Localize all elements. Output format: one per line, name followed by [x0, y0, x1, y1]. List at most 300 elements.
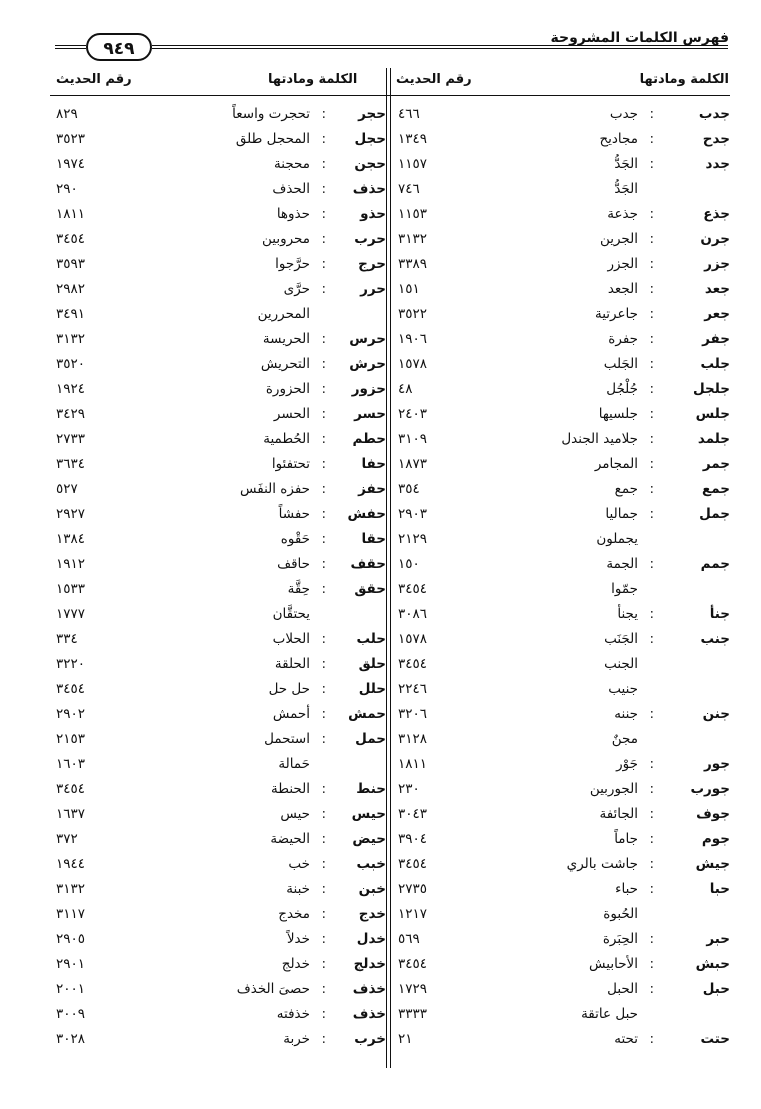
- index-word: حصىَ الخذف: [236, 981, 310, 997]
- root-word: جنن: [702, 706, 730, 722]
- left-word-header: الكلمة ومادتها: [268, 72, 358, 87]
- hadith-number: ٣١٠٩: [398, 431, 428, 447]
- index-word: الجَلب: [603, 356, 638, 372]
- root-word: حرس: [349, 331, 386, 347]
- index-row: [50, 831, 386, 856]
- separator-colon: :: [649, 381, 654, 397]
- index-row: [390, 856, 730, 881]
- root-word: جمع: [701, 481, 730, 497]
- index-word: جذعة: [607, 206, 638, 222]
- separator-colon: :: [649, 781, 654, 797]
- index-word: محروبين: [261, 231, 310, 247]
- index-row: [390, 831, 730, 856]
- root-word: حذو: [360, 206, 386, 222]
- root-word: حجل: [354, 131, 386, 147]
- root-word: حبا: [709, 881, 730, 897]
- index-row: [390, 331, 730, 356]
- root-word: جلجل: [692, 381, 730, 397]
- index-row: [50, 931, 386, 956]
- separator-colon: :: [321, 556, 326, 572]
- root-word: جوف: [696, 806, 730, 822]
- separator-colon: :: [321, 231, 326, 247]
- separator-colon: :: [321, 706, 326, 722]
- index-word: مجاديح: [599, 131, 638, 147]
- root-word: جورب: [690, 781, 730, 797]
- index-row: [390, 981, 730, 1006]
- index-word: جننه: [614, 706, 638, 722]
- index-row: [50, 331, 386, 356]
- hadith-number: ١٩٠٦: [398, 331, 428, 347]
- index-row: [390, 681, 730, 706]
- separator-colon: :: [649, 206, 654, 222]
- hadith-number: ٣١٣٢: [56, 331, 86, 347]
- index-row: [390, 906, 730, 931]
- separator-colon: :: [649, 981, 654, 997]
- hadith-number: ٢١٥٣: [56, 731, 86, 747]
- separator-colon: :: [649, 481, 654, 497]
- separator-colon: :: [321, 881, 326, 897]
- separator-colon: :: [649, 131, 654, 147]
- root-word: حقف: [350, 556, 386, 572]
- hadith-number: ١٧٧٧: [56, 606, 86, 622]
- separator-colon: :: [321, 856, 326, 872]
- root-word: جعر: [704, 306, 730, 322]
- index-word: جماليا: [605, 506, 638, 522]
- hadith-number: ١١٥٣: [398, 206, 428, 222]
- hadith-number: ٣١٢٨: [398, 731, 428, 747]
- index-word: حِقَّة: [287, 581, 310, 597]
- separator-colon: :: [649, 931, 654, 947]
- root-word: حفز: [358, 481, 386, 497]
- index-word: حباء: [615, 881, 638, 897]
- index-word: تحجرت واسعاً: [232, 106, 310, 122]
- index-word: حَمالة: [278, 756, 310, 772]
- separator-colon: :: [321, 381, 326, 397]
- root-word: خبب: [356, 856, 386, 872]
- root-word: حمل: [355, 731, 386, 747]
- hadith-number: ١٥٣٣: [56, 581, 86, 597]
- root-word: جعد: [704, 281, 730, 297]
- index-row: [50, 156, 386, 181]
- index-row: [390, 131, 730, 156]
- separator-colon: :: [321, 456, 326, 472]
- index-row: [50, 756, 386, 781]
- index-word: تحته: [614, 1031, 638, 1047]
- hadith-number: ٢٧٣٣: [56, 431, 86, 447]
- root-word: خبن: [358, 881, 386, 897]
- root-word: حيض: [352, 831, 386, 847]
- root-word: حقق: [354, 581, 386, 597]
- index-row: [50, 581, 386, 606]
- separator-colon: :: [321, 906, 326, 922]
- index-word: الجرين: [599, 231, 638, 247]
- index-word: حاقف: [277, 556, 310, 572]
- index-word: حرَّى: [283, 281, 310, 297]
- index-row: [390, 306, 730, 331]
- index-row: [390, 506, 730, 531]
- hadith-number: ٣٤٥٤: [398, 956, 428, 972]
- index-row: [390, 206, 730, 231]
- index-row: [50, 556, 386, 581]
- index-row: [390, 256, 730, 281]
- root-word: حلب: [356, 631, 386, 647]
- index-word: حذوها: [276, 206, 310, 222]
- separator-colon: :: [321, 281, 326, 297]
- hadith-number: ٢٩٠: [56, 181, 78, 197]
- hadith-number: ١٥١: [398, 281, 420, 297]
- index-word: الحبل: [607, 981, 638, 997]
- index-row: [50, 181, 386, 206]
- index-row: [50, 281, 386, 306]
- index-word: الحِبَرة: [602, 931, 638, 947]
- root-word: حسر: [354, 406, 386, 422]
- separator-colon: :: [649, 831, 654, 847]
- hadith-number: ٢١٢٩: [398, 531, 428, 547]
- right-num-header: رقم الحديث: [396, 72, 472, 87]
- root-word: حبر: [706, 931, 730, 947]
- index-row: [50, 706, 386, 731]
- index-word: يحتقَّان: [272, 606, 310, 622]
- hadith-number: ٣١٣٢: [398, 231, 428, 247]
- root-word: جمم: [700, 556, 730, 572]
- hadith-number: ٢٢٤٦: [398, 681, 428, 697]
- hadith-number: ٤٨: [398, 381, 413, 397]
- root-word: جلس: [695, 406, 730, 422]
- separator-colon: :: [649, 756, 654, 772]
- index-row: [50, 306, 386, 331]
- index-word: حَقْوه: [280, 531, 310, 547]
- separator-colon: :: [649, 631, 654, 647]
- hadith-number: ١٩٤٤: [56, 856, 86, 872]
- index-word: حبل عاتقة: [581, 1006, 638, 1022]
- index-row: [390, 281, 730, 306]
- hadith-number: ٢٣٠: [398, 781, 420, 797]
- separator-colon: :: [649, 456, 654, 472]
- hadith-number: ٣٣٣٣: [398, 1006, 428, 1022]
- hadith-number: ١٨١١: [398, 756, 428, 772]
- separator-colon: :: [321, 131, 326, 147]
- index-word: حرَّجوا: [275, 256, 310, 272]
- index-row: [50, 106, 386, 131]
- index-row: [390, 956, 730, 981]
- index-word: المحررين: [257, 306, 310, 322]
- index-row: [390, 231, 730, 256]
- right-word-header: الكلمة ومادتها: [639, 72, 729, 87]
- hadith-number: ٣٤٢٩: [56, 406, 86, 422]
- separator-colon: :: [321, 956, 326, 972]
- root-word: حنط: [356, 781, 386, 797]
- separator-colon: :: [321, 656, 326, 672]
- index-row: [50, 881, 386, 906]
- root-word: حفش: [347, 506, 386, 522]
- root-word: جمل: [699, 506, 730, 522]
- separator-colon: :: [649, 306, 654, 322]
- index-row: [390, 1006, 730, 1031]
- separator-colon: :: [649, 331, 654, 347]
- hadith-number: ٣٣٨٩: [398, 256, 428, 272]
- index-row: [50, 356, 386, 381]
- hadith-number: ٢٩٠٣: [398, 506, 428, 522]
- root-word: جلب: [700, 356, 730, 372]
- hadith-number: ١٣٤٩: [398, 131, 428, 147]
- column-divider: [386, 68, 387, 1068]
- root-word: جلمد: [697, 431, 730, 447]
- root-word: جفر: [702, 331, 730, 347]
- separator-colon: :: [321, 181, 326, 197]
- separator-colon: :: [649, 281, 654, 297]
- hadith-number: ٣٥٢٠: [56, 356, 86, 372]
- index-row: [390, 481, 730, 506]
- hadith-number: ٣٧٢: [56, 831, 78, 847]
- separator-colon: :: [321, 406, 326, 422]
- index-word: الجمة: [606, 556, 638, 572]
- index-word: الجوربين: [589, 781, 638, 797]
- separator-colon: :: [649, 431, 654, 447]
- root-word: جرن: [700, 231, 730, 247]
- separator-colon: :: [321, 1006, 326, 1022]
- index-word: الحذف: [272, 181, 310, 197]
- index-word: جفرة: [608, 331, 638, 347]
- separator-colon: :: [321, 356, 326, 372]
- hadith-number: ٢٧٣٥: [398, 881, 428, 897]
- index-word: الجائفة: [599, 806, 638, 822]
- index-word: خربة: [283, 1031, 310, 1047]
- index-word: الحسر: [273, 406, 310, 422]
- index-word: جمّوا: [611, 581, 638, 597]
- index-word: حيس: [280, 806, 310, 822]
- index-row: [50, 431, 386, 456]
- header-rule-left: [55, 45, 86, 49]
- root-word: حلل: [358, 681, 386, 697]
- hadith-number: ٣٠٠٩: [56, 1006, 86, 1022]
- hadith-number: ١٥٧٨: [398, 356, 428, 372]
- separator-colon: :: [321, 831, 326, 847]
- hadith-number: ١١٥٧: [398, 156, 428, 172]
- hadith-number: ١٥٧٨: [398, 631, 428, 647]
- index-word: الأحابيش: [589, 956, 638, 972]
- index-row: [50, 981, 386, 1006]
- root-word: جدد: [705, 156, 730, 172]
- separator-colon: :: [649, 806, 654, 822]
- hadith-number: ٣١١٧: [56, 906, 86, 922]
- separator-colon: :: [321, 681, 326, 697]
- root-word: حلق: [358, 656, 386, 672]
- hadith-number: ٣٤٥٤: [56, 681, 86, 697]
- index-row: [50, 206, 386, 231]
- root-word: خرب: [354, 1031, 386, 1047]
- index-row: [390, 806, 730, 831]
- hadith-number: ٣٤٥٤: [398, 856, 428, 872]
- separator-colon: :: [321, 506, 326, 522]
- index-row: [390, 356, 730, 381]
- index-word: الحُبوة: [603, 906, 638, 922]
- hadith-number: ٣٢٠٦: [398, 706, 428, 722]
- index-row: [50, 256, 386, 281]
- separator-colon: :: [649, 256, 654, 272]
- hadith-number: ١٨٧٣: [398, 456, 428, 472]
- root-word: حذف: [352, 181, 386, 197]
- index-row: [390, 781, 730, 806]
- index-row: [390, 706, 730, 731]
- index-word: حل حل: [268, 681, 310, 697]
- index-row: [390, 731, 730, 756]
- index-word: محجنة: [274, 156, 310, 172]
- index-row: [390, 531, 730, 556]
- separator-colon: :: [321, 806, 326, 822]
- index-word: الحلاب: [272, 631, 310, 647]
- index-word: مجنٌ: [611, 731, 638, 747]
- separator-colon: :: [649, 881, 654, 897]
- hadith-number: ٣٢٢٠: [56, 656, 86, 672]
- index-row: [50, 656, 386, 681]
- index-word: أحمش: [272, 706, 310, 722]
- separator-colon: :: [321, 581, 326, 597]
- index-word: جَوْر: [616, 756, 638, 772]
- index-row: [50, 631, 386, 656]
- hadith-number: ١٩٧٤: [56, 156, 86, 172]
- hadith-number: ١٦٠٣: [56, 756, 86, 772]
- index-word: جاعرتية: [594, 306, 638, 322]
- separator-colon: :: [321, 331, 326, 347]
- root-word: حرر: [360, 281, 386, 297]
- index-word: الحريسة: [262, 331, 310, 347]
- index-word: يجنأ: [617, 606, 638, 622]
- index-row: [390, 1031, 730, 1056]
- separator-colon: :: [649, 956, 654, 972]
- hadith-number: ٣٠٨٦: [398, 606, 428, 622]
- index-word: الحنطة: [271, 781, 310, 797]
- root-word: حطم: [352, 431, 386, 447]
- hadith-number: ٥٦٩: [398, 931, 420, 947]
- root-word: جوم: [701, 831, 730, 847]
- root-word: جدب: [698, 106, 730, 122]
- index-row: [390, 456, 730, 481]
- root-word: حقا: [361, 531, 386, 547]
- index-word: المجامر: [594, 456, 638, 472]
- hadith-number: ٤٦٦: [398, 106, 420, 122]
- separator-colon: :: [649, 231, 654, 247]
- hadith-number: ٣٤٥٤: [56, 231, 86, 247]
- right-index-column: [390, 106, 730, 1056]
- page-title: فهرس الكلمات المشروحة: [550, 30, 729, 46]
- root-word: حبش: [695, 956, 730, 972]
- root-word: حجر: [358, 106, 386, 122]
- index-word: جنيب: [608, 681, 638, 697]
- header-rule-right: [152, 45, 728, 49]
- index-word: جُلْجُل: [606, 381, 638, 397]
- hadith-number: ١٧٢٩: [398, 981, 428, 997]
- index-row: [50, 531, 386, 556]
- index-row: [50, 806, 386, 831]
- separator-colon: :: [649, 356, 654, 372]
- hadith-number: ٣١٣٢: [56, 881, 86, 897]
- index-row: [390, 606, 730, 631]
- root-word: حيس: [351, 806, 386, 822]
- index-row: [390, 631, 730, 656]
- index-word: خذفته: [276, 1006, 310, 1022]
- index-word: جدب: [609, 106, 638, 122]
- index-row: [50, 1006, 386, 1031]
- page-header: [0, 0, 761, 70]
- separator-colon: :: [321, 531, 326, 547]
- hadith-number: ٢٩٨٢: [56, 281, 86, 297]
- hadith-number: ٣٥٤: [398, 481, 420, 497]
- index-word: الجعد: [607, 281, 638, 297]
- index-word: جمع: [614, 481, 638, 497]
- separator-colon: :: [321, 481, 326, 497]
- separator-colon: :: [321, 631, 326, 647]
- root-word: حرش: [349, 356, 386, 372]
- left-index-column: [50, 106, 386, 1056]
- hadith-number: ٣٠٤٣: [398, 806, 428, 822]
- index-word: جلسيها: [598, 406, 638, 422]
- hadith-number: ٥٢٧: [56, 481, 78, 497]
- index-word: حفزه النفَس: [240, 481, 310, 497]
- separator-colon: :: [321, 156, 326, 172]
- hadith-number: ٣٤٥٤: [398, 581, 428, 597]
- root-word: خدل: [356, 931, 386, 947]
- hadith-number: ٢٠٠١: [56, 981, 86, 997]
- index-row: [390, 156, 730, 181]
- separator-colon: :: [321, 731, 326, 747]
- index-row: [50, 506, 386, 531]
- index-row: [390, 431, 730, 456]
- hadith-number: ٣٤٩١: [56, 306, 86, 322]
- separator-colon: :: [321, 431, 326, 447]
- separator-colon: :: [321, 206, 326, 222]
- hadith-number: ٣٤٥٤: [56, 781, 86, 797]
- index-row: [390, 181, 730, 206]
- root-word: جيش: [695, 856, 730, 872]
- separator-colon: :: [321, 106, 326, 122]
- root-word: حجن: [354, 156, 386, 172]
- hadith-number: ٢٤٠٣: [398, 406, 428, 422]
- separator-colon: :: [649, 406, 654, 422]
- index-word: خدلاً: [286, 931, 310, 947]
- separator-colon: :: [321, 1031, 326, 1047]
- separator-colon: :: [649, 606, 654, 622]
- separator-colon: :: [649, 706, 654, 722]
- index-row: [50, 681, 386, 706]
- index-word: التحريش: [260, 356, 310, 372]
- index-row: [390, 881, 730, 906]
- separator-colon: :: [321, 931, 326, 947]
- index-word: جلاميد الجندل: [561, 431, 638, 447]
- index-word: استحمل: [264, 731, 310, 747]
- root-word: خذف: [352, 1006, 386, 1022]
- index-word: جاماً: [614, 831, 638, 847]
- root-word: حمش: [348, 706, 386, 722]
- index-word: يجملون: [596, 531, 638, 547]
- separator-colon: :: [649, 106, 654, 122]
- root-word: جدح: [702, 131, 730, 147]
- page-number: ٩٤٩: [86, 33, 152, 61]
- hadith-number: ١٨١١: [56, 206, 86, 222]
- separator-colon: :: [649, 1031, 654, 1047]
- index-row: [50, 731, 386, 756]
- hadith-number: ١٩٢٤: [56, 381, 86, 397]
- hadith-number: ٣٥٢٣: [56, 131, 86, 147]
- index-word: الحُطمية: [263, 431, 310, 447]
- root-word: خذف: [352, 981, 386, 997]
- index-row: [50, 856, 386, 881]
- hadith-number: ٢٩٢٧: [56, 506, 86, 522]
- root-word: جور: [704, 756, 730, 772]
- root-word: حبل: [702, 981, 730, 997]
- index-word: حفشاً: [278, 506, 310, 522]
- hadith-number: ٢١: [398, 1031, 413, 1047]
- index-row: [390, 756, 730, 781]
